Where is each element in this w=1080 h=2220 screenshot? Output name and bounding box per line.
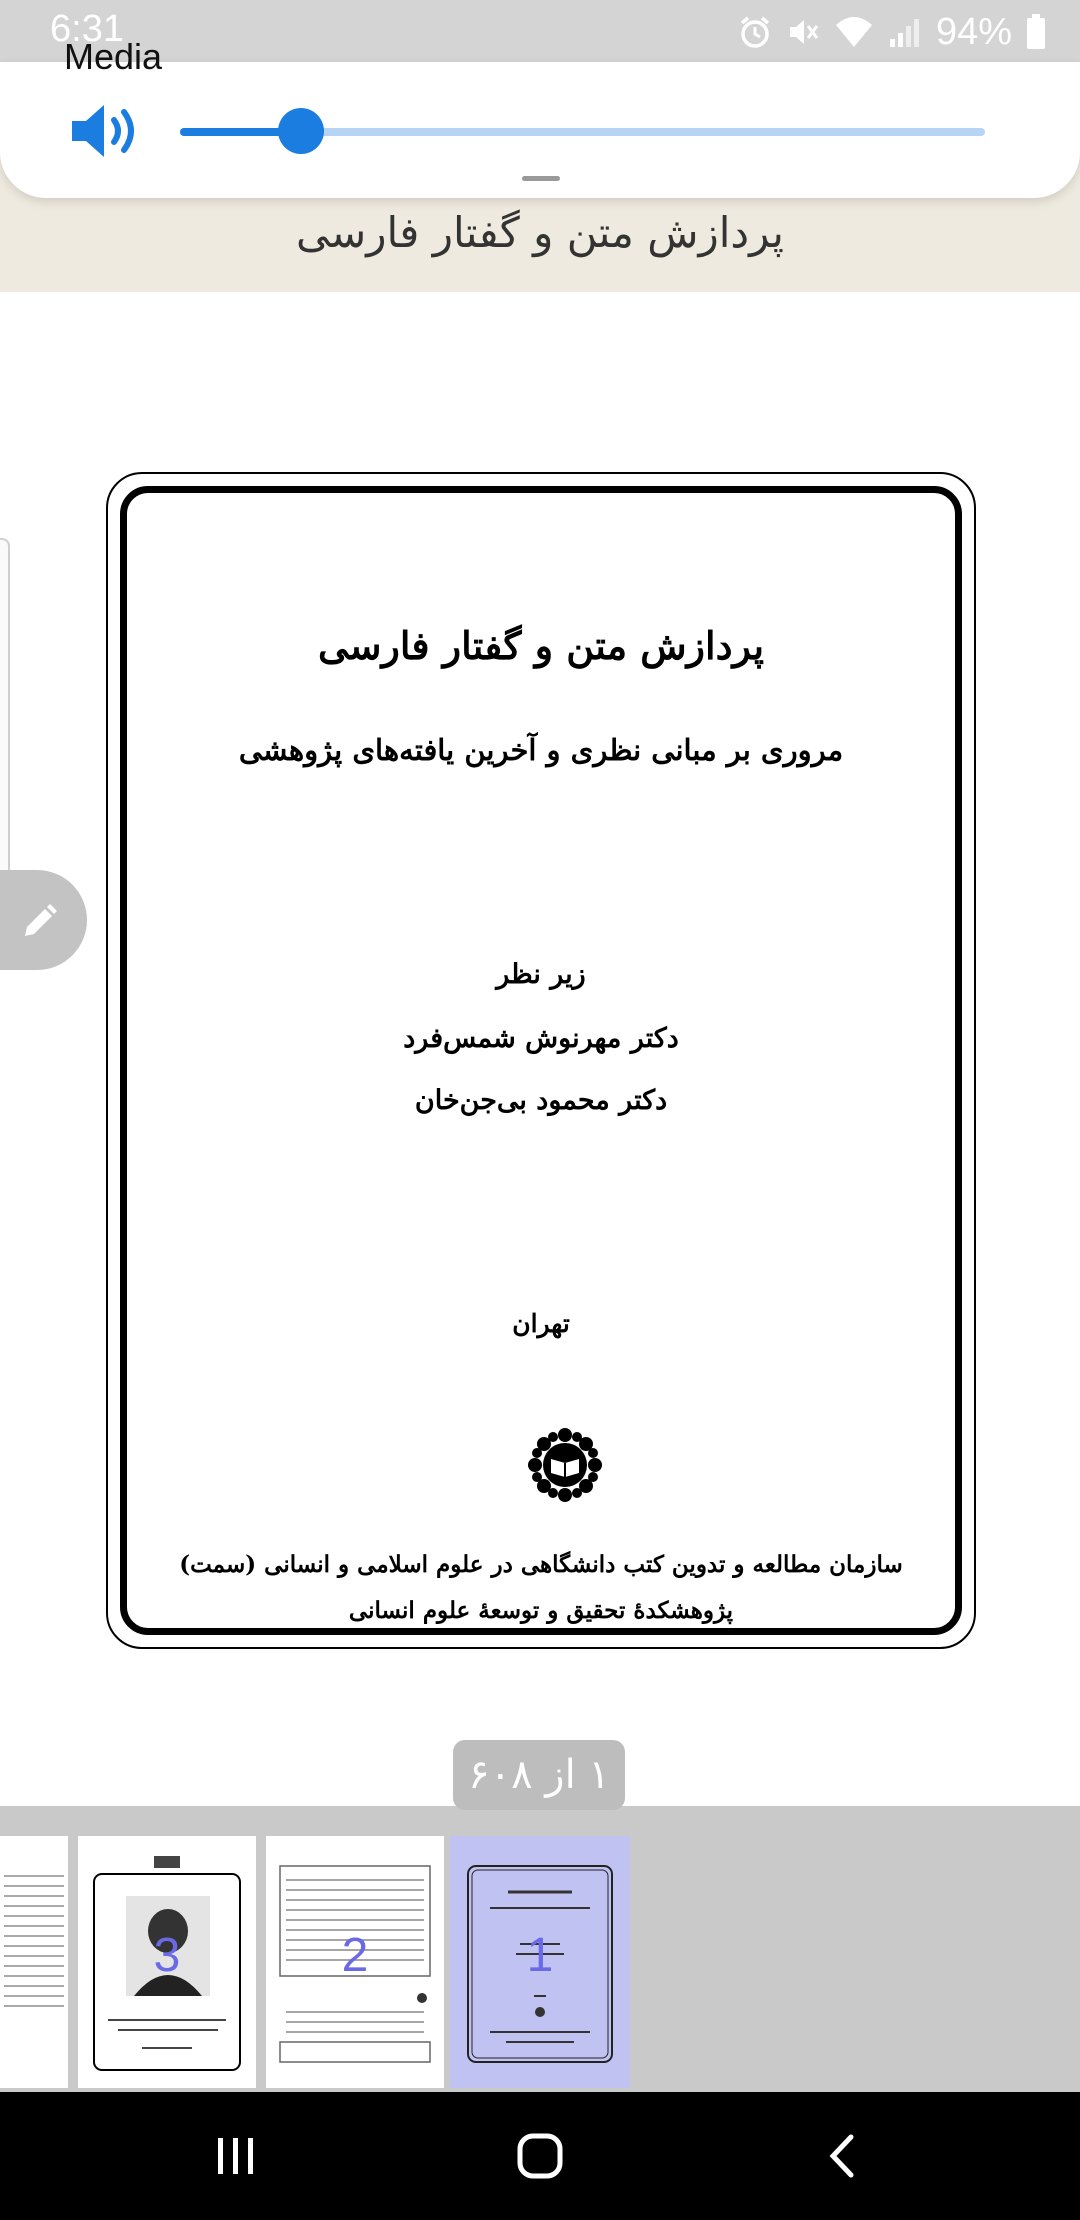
city-label: تهران (512, 1309, 570, 1338)
book-title: پردازش متن و گفتار فارسی (296, 208, 784, 257)
back-button[interactable] (762, 2092, 922, 2220)
speaker-icon[interactable] (70, 102, 142, 160)
publisher-name: سازمان مطالعه و تدوین کتب دانشگاهی در علوم اسلامی و انسانی (سمت) (179, 1551, 903, 1578)
book-page (106, 472, 976, 1649)
panel-drag-handle[interactable] (522, 176, 560, 181)
page-indicator: ۱ از ۶۰۸ (453, 1740, 625, 1810)
page-thumbnail[interactable] (0, 1836, 68, 2088)
editor-name: دکتر محمود بی‌جن‌خان (414, 1085, 668, 1116)
status-time: 6:31 (50, 8, 124, 50)
back-icon (827, 2133, 857, 2179)
publisher-logo-icon (527, 1427, 603, 1503)
thumbnail-number: 2 (341, 1929, 369, 1982)
home-icon (517, 2133, 563, 2179)
supervision-label: زیر نظر (496, 959, 586, 990)
status-icons (738, 10, 1046, 54)
thumbnail-number: 3 (153, 1929, 181, 1982)
publisher-name: پژوهشکدهٔ تحقیق و توسعهٔ علوم انسانی (348, 1597, 734, 1624)
volume-label: Media (64, 36, 163, 77)
signal-icon (888, 15, 922, 49)
volume-slider-thumb[interactable] (278, 108, 324, 154)
wifi-icon (834, 15, 874, 49)
thumbnail-strip[interactable] (0, 1832, 1080, 2092)
volume-slider[interactable] (180, 128, 985, 136)
recents-button[interactable] (156, 2092, 316, 2220)
editor-name: دکتر مهرنوش شمس‌فرد (403, 1023, 679, 1054)
page-thumbnail-selected[interactable] (450, 1836, 630, 2088)
battery-icon (1026, 14, 1046, 50)
edit-button[interactable] (0, 870, 87, 970)
text-page-preview (0, 1836, 68, 2088)
page-subtitle: مروری بر مبانی نظری و آخرین یافته‌های پژوهشی (238, 733, 844, 767)
recents-icon (214, 2136, 258, 2176)
page-thumbnail[interactable] (266, 1836, 444, 2088)
mute-icon (786, 15, 820, 49)
home-button[interactable] (460, 2092, 620, 2220)
document-viewer[interactable] (0, 292, 1080, 1806)
page-title: پردازش متن و گفتار فارسی (317, 623, 765, 668)
alarm-icon (738, 15, 772, 49)
system-nav-bar (0, 2092, 1080, 2220)
page-border (120, 486, 962, 1635)
thumbnail-number: 1 (526, 1929, 554, 1982)
volume-panel (0, 36, 1080, 198)
battery-percent: 94% (935, 10, 1012, 53)
page-thumbnail[interactable] (78, 1836, 256, 2088)
pencil-icon (19, 902, 59, 942)
